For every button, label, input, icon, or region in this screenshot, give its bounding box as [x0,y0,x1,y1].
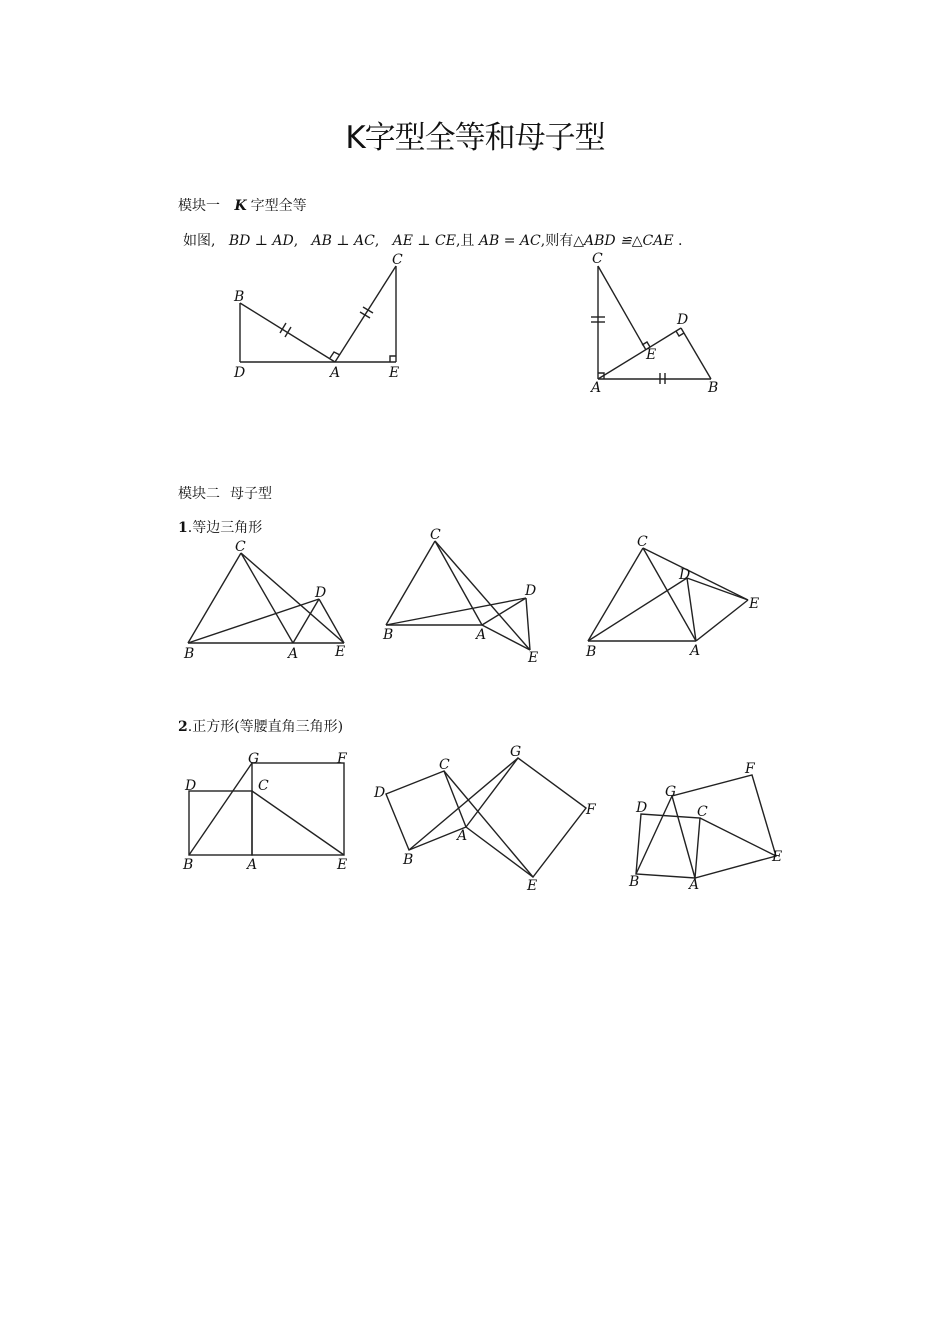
label-B: B [184,646,195,662]
eq-figure-1 [183,539,345,662]
label-A: A [689,877,700,893]
label-B: B [183,857,194,873]
label-G: G [510,744,522,760]
sep4: ,则有 [540,233,574,249]
label-A: A [591,380,602,396]
module2-label: 模块二 [178,486,220,502]
label-D: D [679,567,691,583]
label-F: F [745,761,755,777]
label-C: C [235,539,246,555]
label-C: C [430,527,441,543]
label-D: D [374,785,386,801]
label-A: A [247,857,258,873]
label-A: A [476,627,487,643]
sep1: , [293,233,299,249]
sq-figure-1 [182,751,348,873]
sub1-text: .等边三角形 [187,520,263,536]
label-G: G [248,751,260,767]
label-D: D [677,312,689,328]
condition-ae-ce: AE ⊥ CE [392,233,456,249]
label-E: E [646,347,657,363]
k-figure-2 [589,251,718,396]
label-D: D [234,365,246,381]
label-D: D [636,800,648,816]
label-G: G [665,784,677,800]
label-E: E [335,644,346,660]
label-D: D [315,585,327,601]
sq-figure-2 [373,744,597,894]
label-C: C [392,252,403,268]
label-A: A [690,643,701,659]
label-B: B [586,644,597,660]
label-C: C [592,251,603,267]
label-B: B [403,852,414,868]
label-E: E [772,849,783,865]
label-C: C [258,778,269,794]
sub1-num: 1 [178,520,188,536]
label-B: B [708,380,719,396]
label-F: F [337,751,347,767]
sq-figure-3 [628,761,782,893]
label-E: E [749,596,760,612]
label-C: C [637,534,648,550]
condition-ab-eq-ac: AB = AC [478,233,541,249]
label-F: F [586,802,596,818]
sep2: , [374,233,380,249]
label-A: A [457,828,468,844]
statement-end: . [678,233,683,249]
label-A: A [288,646,299,662]
sub2-num: 2 [178,719,188,735]
module1-label: 模块一 [178,198,220,214]
condition-ab-ac: AB ⊥ AC [311,233,375,249]
label-B: B [234,289,245,305]
eq-figure-2 [382,527,538,666]
label-E: E [528,650,539,666]
sub2-text: .正方形(等腰直角三角形) [187,719,344,735]
label-C: C [439,757,450,773]
eq-figure-3 [585,534,759,660]
sep3: ,且 [455,233,475,249]
page-title: K字型全等和母子型 [345,120,605,156]
label-B: B [629,874,640,890]
label-C: C [697,804,708,820]
label-B: B [383,627,394,643]
label-D: D [525,583,537,599]
label-D: D [185,778,197,794]
statement-prefix: 如图, [183,233,216,249]
conclusion: △ABD ≌△CAE [573,233,674,249]
label-E: E [527,878,538,894]
module1-name: 字型全等 [250,198,307,214]
label-E: E [337,857,348,873]
k-figure-1 [233,252,403,381]
label-E: E [389,365,400,381]
module2-name: 母子型 [230,486,272,502]
condition-bd-ad: BD ⊥ AD [228,233,294,249]
label-A: A [330,365,341,381]
module1-k-letter: K [234,198,247,214]
